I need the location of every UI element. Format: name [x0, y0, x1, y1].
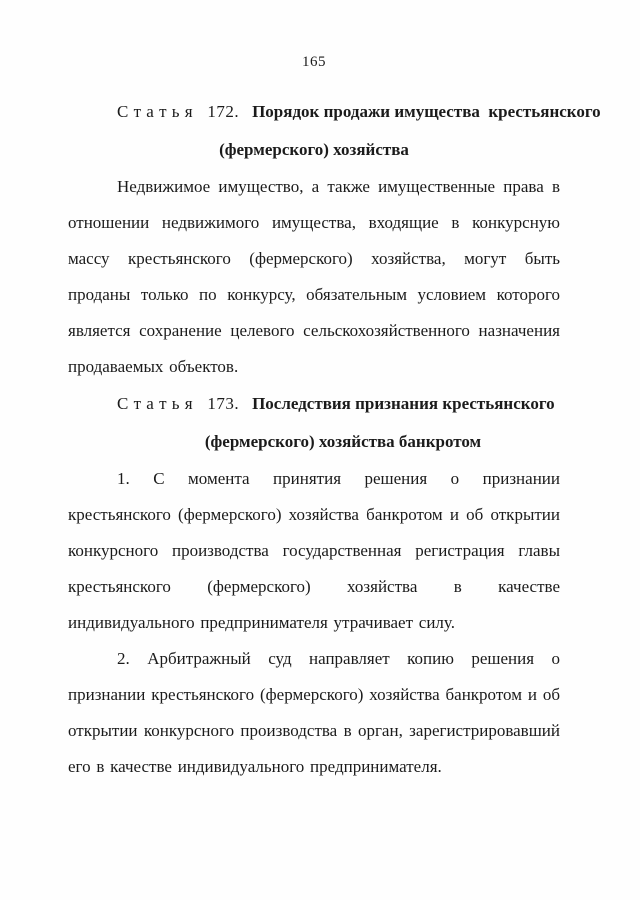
article-173-title: Последствия признания крестьянского: [252, 394, 555, 413]
article-173: [68, 385, 560, 785]
article-173-heading-line1: [68, 385, 560, 423]
article-172-title-line2: (фермерского) хозяйства: [219, 140, 409, 159]
article-172-title: Порядок продажи имущества крестьянского: [252, 102, 601, 121]
article-173-paragraph-1: 1. С момента принятия решения о признании крестьянского (фермерского) хозяйства банкротом и об открытии конкурсного производства государственная регистрация главы крестьянского (фермерского) хозяйства в качестве индивидуального предпринимателя утрачивает силу.: [68, 469, 560, 632]
page-number: 165: [302, 54, 326, 70]
article-172-heading: [68, 93, 601, 169]
article-173-title-line2: (фермерского) хозяйства банкротом: [204, 432, 482, 451]
article-172-label: С т а т ь я 172.: [117, 102, 240, 121]
article-172: [68, 93, 601, 385]
article-173-paragraph-2: 2. Арбитражный суд направляет копию решения о признании крестьянского (фермерского) хозяйства банкротом и об открытии конкурсного производства в орган, зарегистрировавший его в качестве индивидуального предпринимателя.: [68, 649, 560, 776]
article-172-heading-line1: [68, 93, 601, 131]
article-173-label: С т а т ь я 173.: [117, 394, 240, 413]
article-172-paragraph-1: Недвижимое имущество, а также имущественные права в отношении недвижимого имущества, входящие в конкурсную массу крестьянского (фермерского) хозяйства, могут быть проданы только по конкурсу, обязательным условием которого является сохранение целевого сельскохозяйственного назначения продаваемых объектов.: [68, 177, 560, 376]
article-173-heading: [68, 385, 560, 461]
